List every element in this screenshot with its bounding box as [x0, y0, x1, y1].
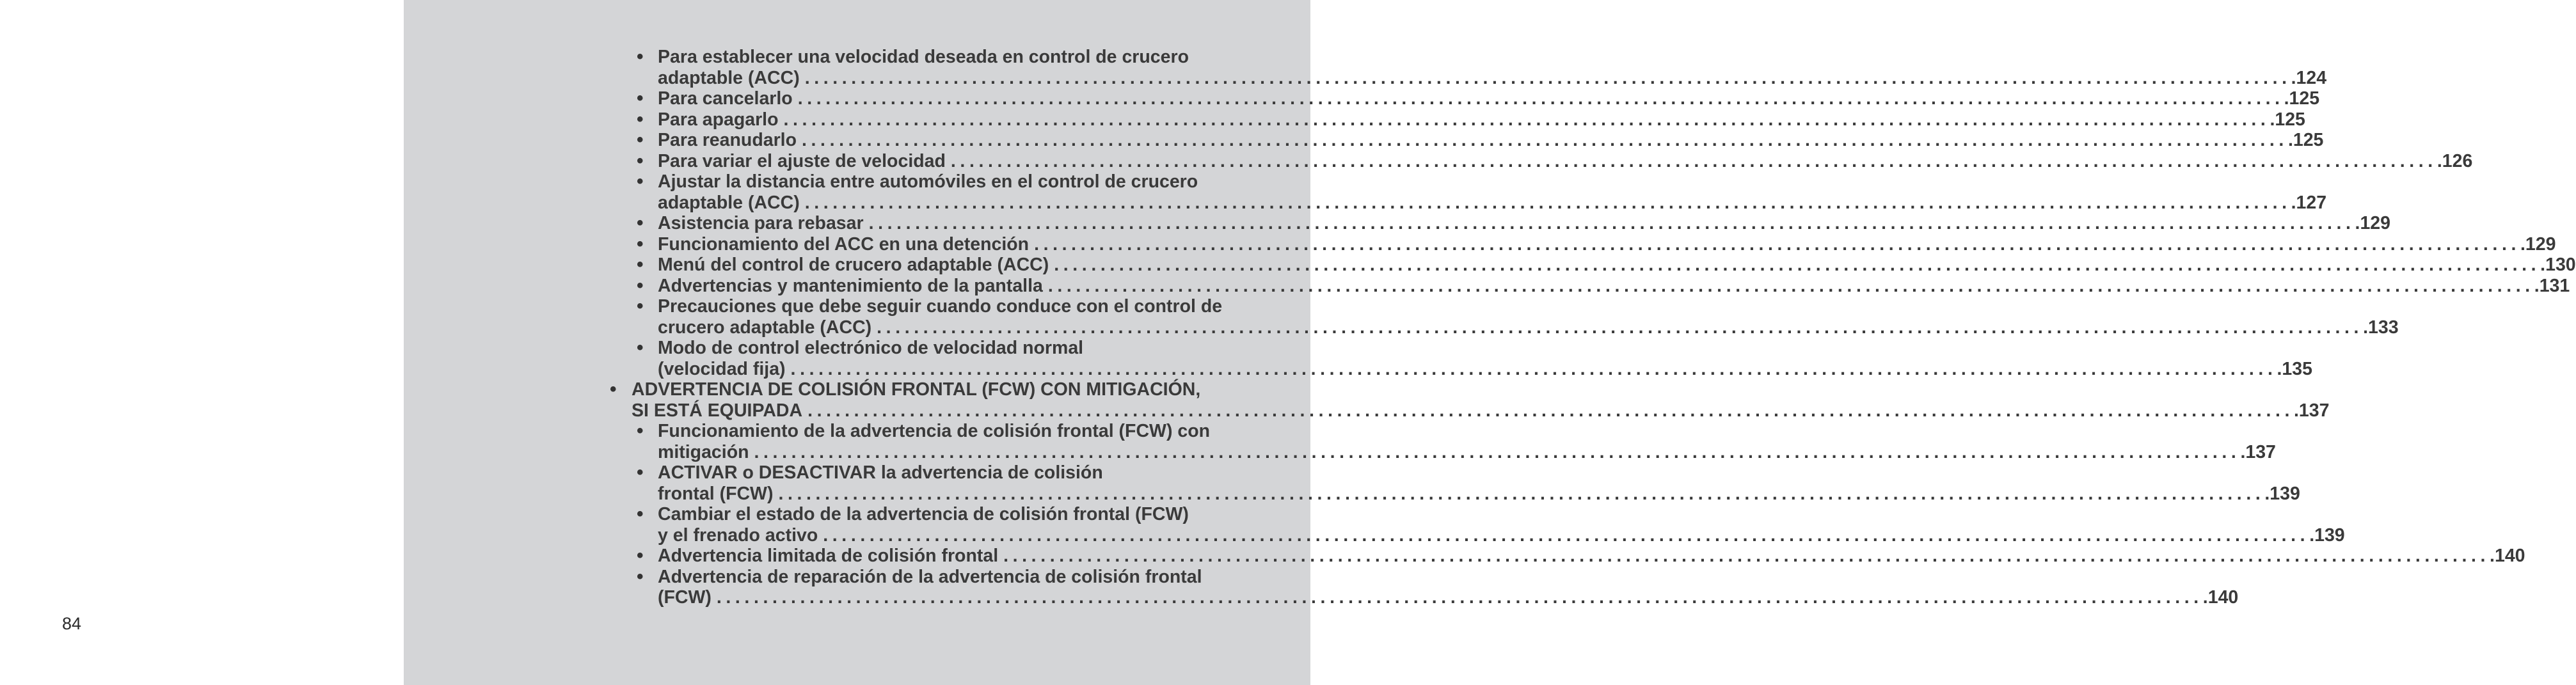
dot-leader: ................................................................................................................................................................	[790, 358, 2277, 379]
toc-page-number: .125	[2270, 109, 2305, 130]
bullet-icon: •	[637, 212, 644, 233]
toc-entry-title: ACTIVAR o DESACTIVAR la advertencia de colisión	[658, 462, 1103, 483]
toc-entry-line	[658, 296, 1259, 317]
toc-entry-line	[658, 504, 1259, 525]
toc-entry-line-final	[658, 483, 2300, 505]
toc-entry-line-final	[658, 587, 2239, 608]
toc-entry-title: Asistencia para rebasar	[658, 213, 864, 233]
toc-entry-title: crucero adaptable (ACC)	[658, 317, 872, 338]
toc-entry-title: Advertencia limitada de colisión frontal	[658, 546, 999, 566]
bullet-icon: •	[637, 108, 644, 130]
toc-page-number: .125	[2287, 130, 2324, 150]
toc-entry-title: Para establecer una velocidad deseada en control de crucero	[658, 47, 1189, 67]
toc-entry-title: frontal (FCW)	[658, 483, 774, 504]
toc-entry-title: Modo de control electrónico de velocidad normal	[658, 338, 1084, 358]
toc-entry-title: Funcionamiento de la advertencia de colisión frontal (FCW) con	[658, 421, 1211, 441]
toc-entry-line-final	[658, 233, 2556, 255]
toc-entry-title: ADVERTENCIA DE COLISIÓN FRONTAL (FCW) CON MITIGACIÓN,	[632, 379, 1201, 400]
toc-page-number: .124	[2291, 67, 2327, 88]
toc-entry-title: (velocidad fija)	[658, 358, 786, 379]
right-page	[404, 0, 2576, 685]
dot-leader: ................................................................................................................................................................	[783, 109, 2270, 130]
bullet-icon: •	[637, 171, 644, 192]
dot-leader: ................................................................................................................................................................	[804, 67, 2291, 88]
toc-entry-line	[658, 47, 1259, 68]
toc-page-number: .126	[2437, 150, 2473, 171]
toc-page-number: .125	[2284, 88, 2320, 109]
toc-entry-title: Advertencia de reparación de la advertencia de colisión frontal	[658, 566, 1202, 587]
bullet-icon: •	[637, 274, 644, 296]
bullet-icon: •	[637, 565, 644, 587]
toc-page-number: .135	[2277, 358, 2312, 379]
toc-entry-title: y el frenado activo	[658, 524, 818, 546]
bullet-icon: •	[637, 233, 644, 255]
toc-entry-line-final	[632, 400, 2330, 421]
dot-leader: ................................................................................................................................................................	[802, 130, 2288, 150]
bullet-icon: •	[637, 254, 644, 275]
dot-leader: ................................................................................................................................................................	[823, 524, 2310, 546]
toc-page-number: .133	[2363, 317, 2399, 338]
toc-entry-title: adaptable (ACC)	[658, 67, 800, 88]
toc-entry-line-final	[658, 213, 2391, 234]
toc-entry-line-final	[658, 109, 2305, 130]
toc-entry-line	[658, 421, 1259, 442]
toc-entry-line-final	[658, 192, 2327, 214]
toc-entry-line-final	[658, 150, 2473, 172]
dot-leader: ................................................................................................................................................................	[804, 192, 2291, 213]
toc-entry-title: Precauciones que debe seguir cuando conduce con el control de	[658, 296, 1223, 317]
toc-entry-title: adaptable (ACC)	[658, 192, 800, 213]
toc-entry-title: Para cancelarlo	[658, 88, 793, 109]
bullet-icon: •	[637, 503, 644, 524]
toc-page-number: .139	[2264, 483, 2300, 504]
toc-entry-line	[658, 338, 1259, 359]
toc-entry-line-final	[658, 67, 2327, 89]
toc-entry-title: Menú del control de crucero adaptable (ACC)	[658, 255, 1049, 275]
dot-leader: ................................................................................................................................................................	[1047, 275, 2534, 296]
toc-page-number: .139	[2309, 524, 2345, 546]
bullet-icon: •	[610, 379, 617, 400]
toc-entry-line-final	[658, 255, 2576, 276]
bullet-icon: •	[637, 545, 644, 566]
toc-entry-title: Cambiar el estado de la advertencia de colisión frontal (FCW)	[658, 504, 1189, 524]
toc-entry-line-final	[658, 317, 2399, 338]
toc-entry-line-final	[658, 130, 2324, 151]
toc-page-number: .129	[2355, 213, 2391, 233]
toc-entry-title: (FCW)	[658, 587, 712, 608]
toc-entry-title: Funcionamiento del ACC en una detención	[658, 233, 1030, 255]
toc-entry-title: Advertencias y mantenimiento de la pantalla	[658, 275, 1043, 296]
toc-entry-title: Para variar el ajuste de velocidad	[658, 150, 946, 171]
bullet-icon: •	[637, 150, 644, 171]
toc-page-number: .140	[2490, 546, 2525, 566]
dot-leader: ................................................................................................................................................................	[797, 88, 2284, 109]
bullet-icon: •	[637, 420, 644, 441]
toc-entry-line	[658, 462, 1259, 484]
toc-entry-title: Ajustar la distancia entre automóviles en el control de crucero	[658, 171, 1198, 192]
dot-leader: ................................................................................................................................................................	[754, 441, 2241, 462]
dot-leader: ................................................................................................................................................................	[1003, 546, 2490, 566]
toc-page-number: .130	[2540, 255, 2576, 275]
toc-entry-line-final	[658, 546, 2525, 567]
toc-page-number: .137	[2240, 441, 2276, 462]
toc-entry-line-final	[658, 358, 2312, 380]
dot-leader: ................................................................................................................................................................	[950, 150, 2437, 171]
toc-page-number: .127	[2291, 192, 2327, 213]
toc-page-number: .131	[2534, 275, 2570, 296]
dot-leader: ................................................................................................................................................................	[807, 400, 2294, 421]
left-page	[0, 0, 404, 685]
toc-entry-line	[658, 567, 1259, 588]
toc-page-number: .129	[2520, 233, 2556, 255]
dot-leader: ................................................................................................................................................................	[877, 317, 2364, 338]
toc-entry-line	[632, 379, 1259, 400]
toc-page-number: .137	[2294, 400, 2330, 421]
toc-entry-line-final	[658, 88, 2320, 109]
toc-entry-title: mitigación	[658, 441, 749, 462]
toc-entry-line	[658, 171, 1259, 193]
toc-entry-line-final	[658, 275, 2570, 297]
dot-leader: ................................................................................................................................................................	[868, 213, 2355, 233]
dot-leader: ................................................................................................................................................................	[778, 483, 2265, 504]
bullet-icon: •	[637, 462, 644, 483]
bullet-icon: •	[637, 129, 644, 150]
page-number: 84	[62, 614, 82, 633]
dot-leader: ................................................................................................................................................................	[716, 587, 2203, 608]
toc-entry-title: SI ESTÁ EQUIPADA	[632, 400, 803, 421]
toc-entry-title: Para apagarlo	[658, 109, 779, 130]
dot-leader: ................................................................................................................................................................	[1054, 255, 2541, 275]
bullet-icon: •	[637, 295, 644, 317]
dot-leader: ................................................................................................................................................................	[1034, 233, 2520, 255]
toc-entry-line-final	[658, 524, 2345, 546]
toc-page-number: .140	[2202, 587, 2239, 608]
toc-entry-title: Para reanudarlo	[658, 130, 797, 150]
bullet-icon: •	[637, 337, 644, 358]
toc-entry-line-final	[658, 441, 2276, 463]
bullet-icon: •	[637, 46, 644, 67]
bullet-icon: •	[637, 88, 644, 109]
